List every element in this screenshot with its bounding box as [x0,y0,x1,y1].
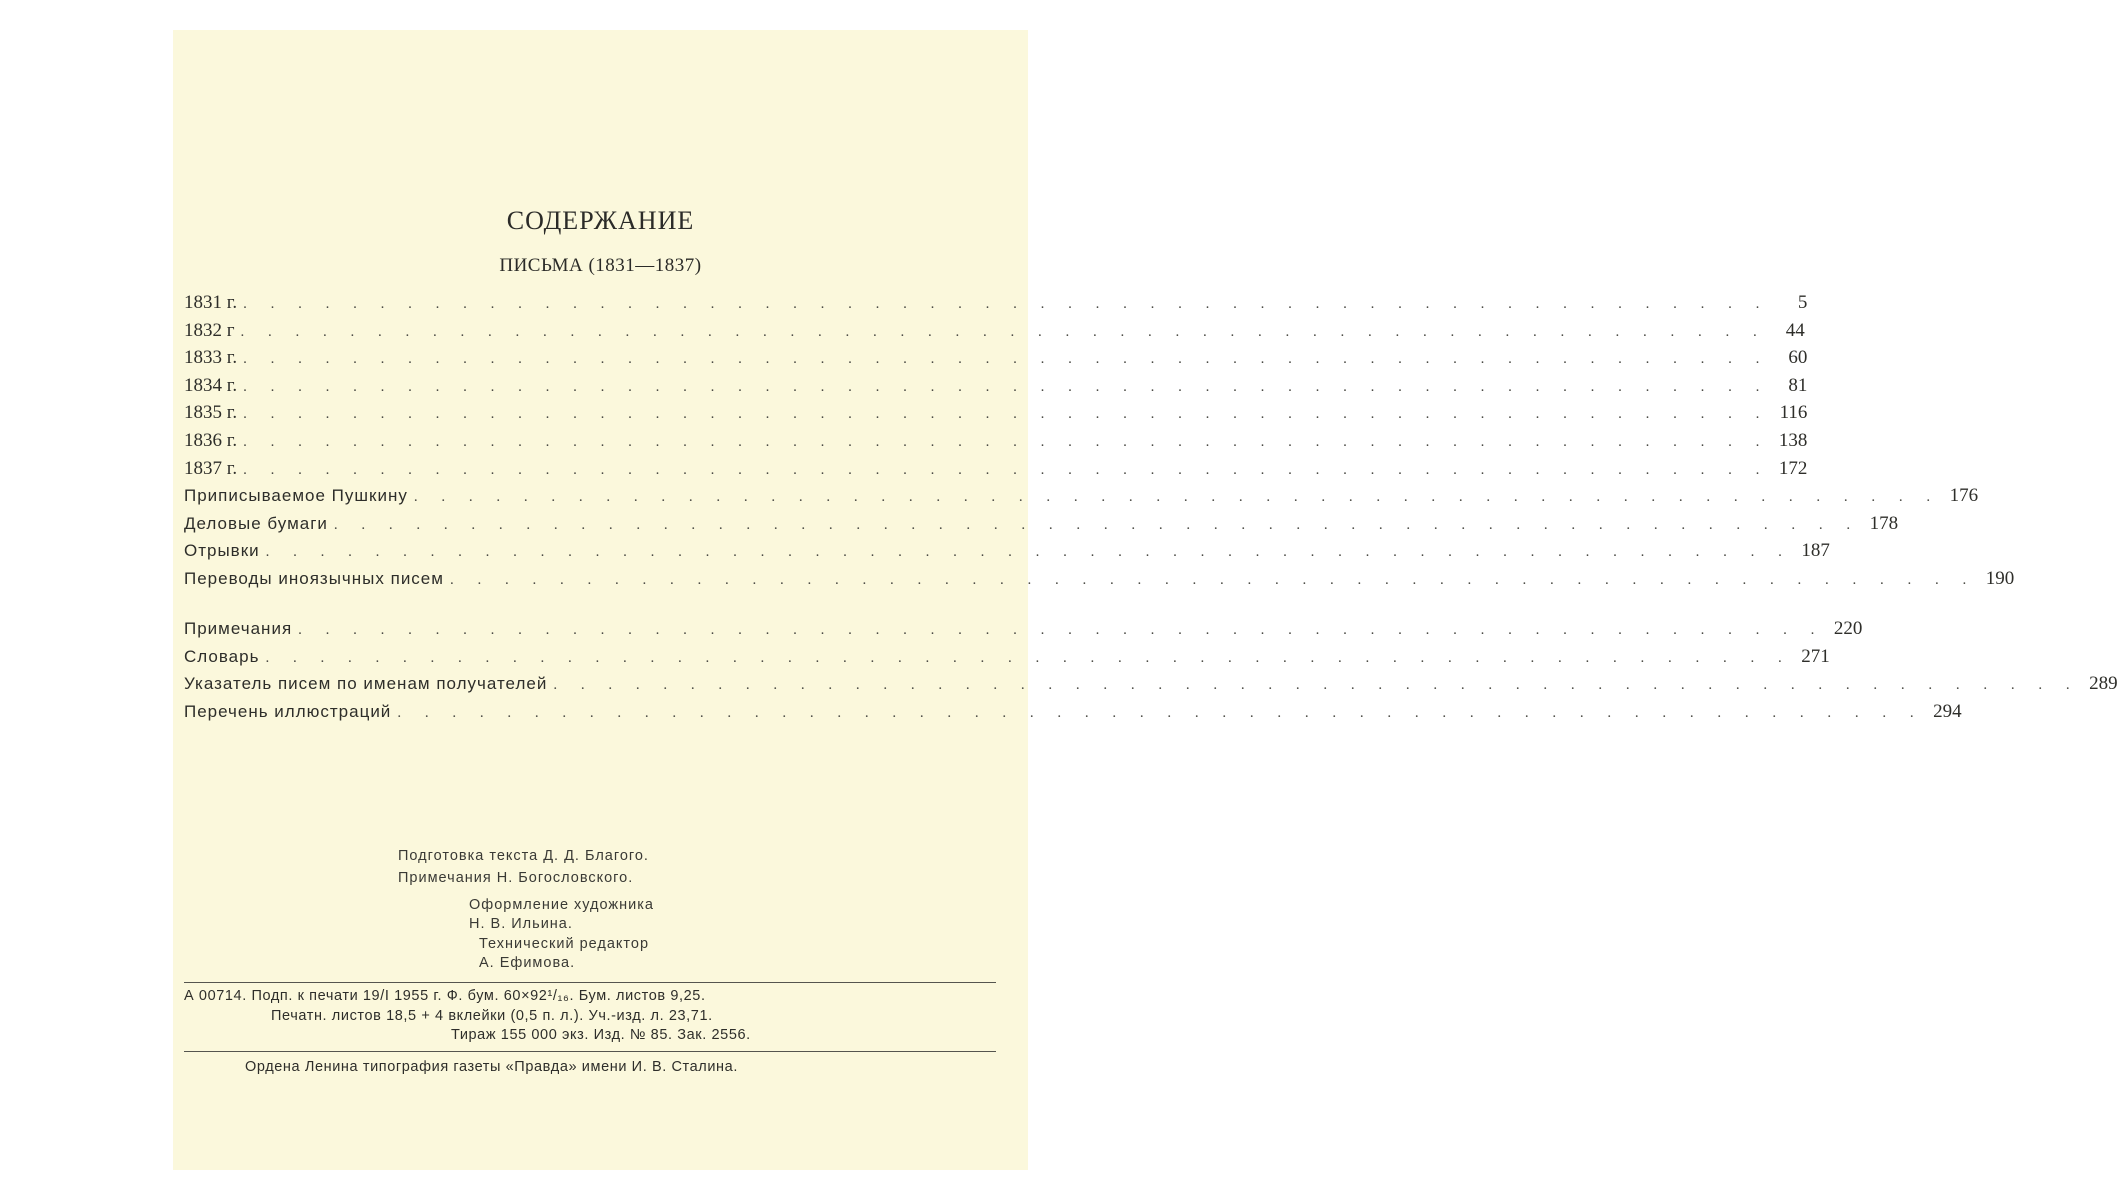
toc-letters [184,292,2015,596]
credit-editor-name: А. Ефимова. [479,955,576,971]
toc-entry-label: Указатель писем по именам получателей [184,674,548,694]
credit-design-title: Оформление художника [469,897,654,913]
toc-leader-dots: . . . . . . . . . . . . . . . . . . . . . . . . . . . . . . . . . . . . . . . . . . . . . . . . . . . . . . . . [243,296,1770,312]
toc-entry [184,429,1808,458]
toc-entry-label: 1833 г. [184,347,238,369]
toc-entry-label: Отрывки [184,541,260,561]
toc-entry-page: 44 [1785,319,1805,341]
section-subtitle: ПИСЬМА (1831—1837) [499,255,702,276]
toc-entry-label: 1834 г. [184,374,238,396]
toc-leader-dots: . . . . . . . . . . . . . . . . . . . . . . . . . . . . . . . . . . . . . . . . . . . . . . . . . . . . . . . . [240,323,1767,340]
toc-entry-page: 5 [1797,292,1808,313]
page-title: СОДЕРЖАНИЕ [506,206,695,235]
toc-entry [184,374,1808,403]
toc-entry-label: 1837 г. [184,457,238,479]
toc-entry [184,645,1830,674]
toc-entry-label: Приписываемое Пушкину [184,486,408,506]
toc-entry [184,292,1808,320]
toc-entry-label: 1836 г. [184,429,238,451]
toc-entry-page: 176 [1949,485,1979,507]
toc-leader-dots: . . . . . . . . . . . . . . . . . . . . . . . . . . . . . . . . . . . . . . . . . . . . . . . . . . . . . . . . [265,544,1792,561]
toc-entry [184,347,1808,375]
credit-editor-title: Технический редактор [479,936,650,952]
toc-entry [184,567,2015,596]
toc-entry [184,485,1979,513]
toc-entry [184,618,1863,646]
toc-entry-label: Переводы иноязычных писем [184,568,444,588]
toc-entry-page: 271 [1801,645,1830,667]
toc-entry-label: 1832 г [184,319,235,341]
credit-text-preparation: Подготовка текста Д. Д. Благого. [398,848,649,864]
toc-leader-dots: . . . . . . . . . . . . . . . . . . . . . . . . . . . . . . . . . . . . . . . . . . . . . . . . . . . . . . . . [397,704,1924,721]
toc-leader-dots: . . . . . . . . . . . . . . . . . . . . . . . . . . . . . . . . . . . . . . . . . . . . . . . . . . . . . . . . [265,649,1792,666]
toc-entry-page: 178 [1869,512,1899,534]
toc-entry-label: Деловые бумаги [184,513,328,533]
toc-entry-page: 116 [1779,402,1808,424]
toc-entry-page: 81 [1788,374,1808,396]
imprint-top-rule [184,982,996,983]
toc-leader-dots: . . . . . . . . . . . . . . . . . . . . . . . . . . . . . . . . . . . . . . . . . . . . . . . . . . . . . . . . [243,406,1770,423]
toc-entry [184,402,1808,430]
toc-entry [184,512,1899,541]
toc-entry [184,540,1830,568]
imprint-line-2: Печатн. листов 18,5 + 4 вклейки (0,5 п. л.). Уч.-изд. л. 23,71. [271,1008,713,1024]
toc-entry-page: 187 [1801,540,1830,562]
toc-entry-page: 190 [1985,567,2015,589]
toc-leader-dots: . . . . . . . . . . . . . . . . . . . . . . . . . . . . . . . . . . . . . . . . . . . . . . . . . . . . . . . . [243,351,1770,368]
document-page [173,30,2118,1170]
toc-leader-dots: . . . . . . . . . . . . . . . . . . . . . . . . . . . . . . . . . . . . . . . . . . . . . . . . . . . . . . . . [333,516,1861,533]
toc-entry-label: Примечания [184,619,293,638]
toc-entry-label: Перечень иллюстраций [184,701,392,721]
toc-entry [184,319,1805,348]
toc-entry-page: 138 [1778,429,1808,451]
toc-leader-dots: . . . . . . . . . . . . . . . . . . . . . . . . . . . . . . . . . . . . . . . . . . . . . . . . . . . . . . . . [449,571,1977,588]
toc-entry-label: 1831 г. [184,292,238,313]
toc-leader-dots: . . . . . . . . . . . . . . . . . . . . . . . . . . . . . . . . . . . . . . . . . . . . . . . . . . . . . . . . [243,433,1770,450]
toc-entry [184,700,1962,729]
toc-entry-label: 1835 г. [184,402,238,424]
toc-entry [184,673,2118,701]
toc-appendix [184,618,2118,728]
printer-line: Ордена Ленина типография газеты «Правда» имени И. В. Сталина. [245,1059,738,1075]
toc-entry [184,457,1808,486]
toc-entry-page: 289 [2089,673,2118,695]
toc-entry-page: 220 [1833,618,1863,639]
toc-entry-page: 294 [1933,700,1962,722]
credit-notes: Примечания Н. Богословского. [398,870,634,886]
toc-leader-dots: . . . . . . . . . . . . . . . . . . . . . . . . . . . . . . . . . . . . . . . . . . . . . . . . . . . . . . . . [243,461,1770,478]
toc-leader-dots: . . . . . . . . . . . . . . . . . . . . . . . . . . . . . . . . . . . . . . . . . . . . . . . . . . . . . . . . [553,677,2080,694]
imprint-bottom-rule [184,1051,996,1052]
imprint-line-3: Тираж 155 000 экз. Изд. № 85. Зак. 2556. [451,1027,751,1043]
toc-leader-dots: . . . . . . . . . . . . . . . . . . . . . . . . . . . . . . . . . . . . . . . . . . . . . . . . . . . . . . . . [298,622,1825,638]
toc-leader-dots: . . . . . . . . . . . . . . . . . . . . . . . . . . . . . . . . . . . . . . . . . . . . . . . . . . . . . . . . [243,378,1770,395]
toc-entry-label: Словарь [184,646,260,666]
credit-design-name: Н. В. Ильина. [469,916,573,932]
toc-entry-page: 60 [1788,347,1808,369]
toc-leader-dots: . . . . . . . . . . . . . . . . . . . . . . . . . . . . . . . . . . . . . . . . . . . . . . . . . . . . . . . . [413,489,1941,506]
imprint-line-1: А 00714. Подп. к печати 19/I 1955 г. Ф. бум. 60×92¹/₁₆. Бум. листов 9,25. [184,988,706,1004]
toc-entry-page: 172 [1778,457,1808,479]
